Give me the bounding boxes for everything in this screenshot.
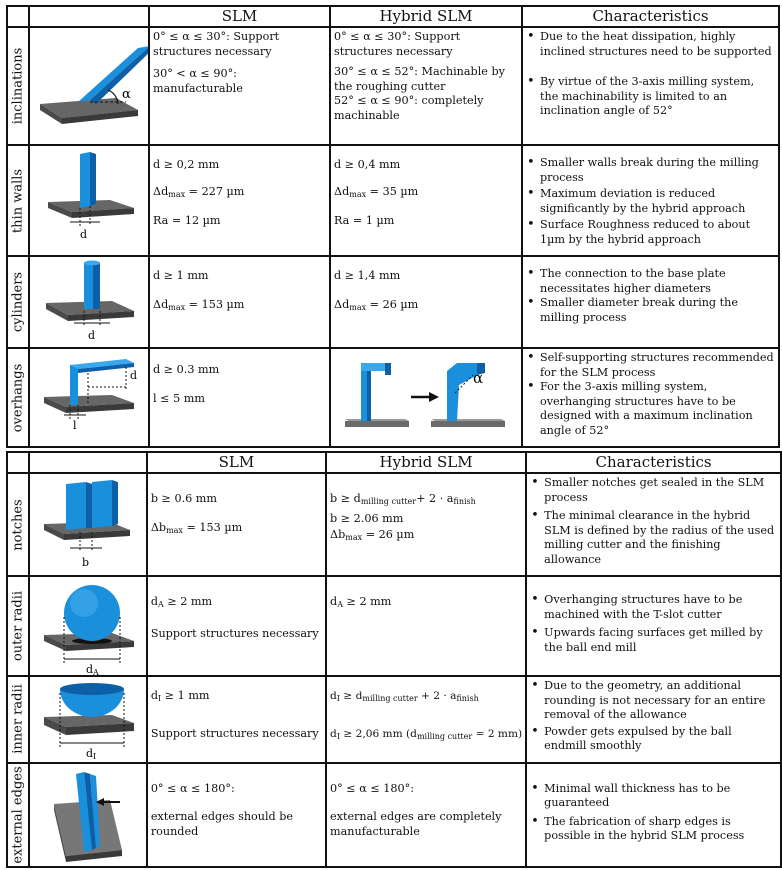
header-blank-1: [7, 6, 29, 27]
header-blank-2: [29, 452, 147, 473]
figure-inner-radii: [29, 676, 147, 763]
hybrid-outer-radii: $d_A \ge 2$ mm: [326, 576, 526, 676]
row-inner-radii: [7, 676, 781, 763]
row-label-external-edges: external edges: [7, 763, 29, 867]
hybrid-external-edges: 0° ≤ α ≤ 180°: external edges are completely manufacturable: [326, 763, 526, 867]
char-cylinders: • The connection to the base plate necessitates higher diameters • Smaller diameter break during the milling process: [522, 256, 779, 348]
d-label: d: [130, 369, 138, 382]
d-label: d: [88, 329, 96, 342]
figure-inclinations: [29, 27, 149, 145]
slm-external-edges: 0° ≤ α ≤ 180°: external edges should be rounded: [147, 763, 326, 867]
dI-label: dI: [85, 747, 96, 761]
figure-external-edges: [29, 763, 147, 867]
header-hybrid: Hybrid SLM: [326, 452, 526, 473]
row-label-notches: notches: [7, 473, 29, 576]
hybrid-notches: $b \ge d_{milling cutter}+ 2 \cdot a_{finish}$ b ≥ 2.06 mm $\Delta b_{max} = 26$ µm: [326, 473, 526, 576]
header-characteristics: Characteristics: [522, 6, 779, 27]
table-bottom: [6, 451, 782, 868]
figure-outer-radii: [29, 576, 147, 676]
row-notches: [7, 473, 781, 576]
header-blank-1: [7, 452, 29, 473]
char-overhangs: • Self-supporting structures recommended for the SLM process • For the 3-axis milling system, overhanging structures have to be designed with a maximum inclination angle of 52°: [522, 348, 779, 447]
header-slm: SLM: [147, 452, 326, 473]
char-inner-radii: • Due to the geometry, an additional rounding is not necessary for an entire removal of the allowance • Powder gets expulsed by the ball endmill smoothly: [526, 676, 781, 763]
row-label-thin-walls: thin walls: [7, 145, 29, 256]
slm-inclinations: 0° ≤ α ≤ 30°: Support structures necessary 30° < α ≤ 90°: manufacturable: [149, 27, 330, 145]
slm-overhangs: d ≥ 0.3 mm l ≤ 5 mm: [149, 348, 330, 447]
figure-notches: [29, 473, 147, 576]
slm-thin-walls: d ≥ 0,2 mm $\Delta d_{max} = 227$ µm Ra = 12 µm: [149, 145, 330, 256]
row-outer-radii: [7, 576, 781, 676]
char-external-edges: • Minimal wall thickness has to be guaranteed • The fabrication of sharp edges is possible in the hybrid SLM process: [526, 763, 781, 867]
alpha-label: α: [473, 369, 484, 387]
row-overhangs: [7, 348, 779, 447]
header-blank-2: [29, 6, 149, 27]
figure-thin-walls: [29, 145, 149, 256]
row-label-cylinders: cylinders: [7, 256, 29, 348]
table-top: [6, 5, 780, 448]
figure-overhangs: [29, 348, 149, 447]
row-label-inclinations: inclinations: [7, 27, 29, 145]
slm-inner-radii: $d_I \ge 1$ mm Support structures necessary: [147, 676, 326, 763]
slm-outer-radii: $d_A \ge 2$ mm Support structures necessary: [147, 576, 326, 676]
hybrid-inclinations: 0° ≤ α ≤ 30°: Support structures necessary 30° ≤ α ≤ 52°: Machinable by the roughing cutter 52° ≤ α ≤ 90°: completely machinable: [330, 27, 522, 145]
b-label: b: [81, 556, 89, 569]
row-label-overhangs: overhangs: [7, 348, 29, 447]
d-label: d: [80, 228, 88, 241]
char-notches: • Smaller notches get sealed in the SLM process • The minimal clearance in the hybrid SLM is defined by the radius of the used milling cutter and the finishing allowance: [526, 473, 781, 576]
hybrid-inner-radii: $d_I \ge d_{milling cutter} + 2 \cdot a_{finish}$ $d_I \ge 2,06$ mm ($d_{milling cutter} = 2$ mm): [326, 676, 526, 763]
row-label-outer-radii: outer radii: [7, 576, 29, 676]
header-characteristics: Characteristics: [526, 452, 781, 473]
char-outer-radii: • Overhanging structures have to be machined with the T-slot cutter • Upwards facing surfaces get milled by the ball end mill: [526, 576, 781, 676]
slm-cylinders: d ≥ 1 mm $\Delta d_{max} = 153$ µm: [149, 256, 330, 348]
l-label: l: [73, 419, 77, 432]
dA-label: dA: [85, 663, 99, 677]
row-inclinations: [7, 27, 779, 145]
row-cylinders: [7, 256, 779, 348]
figure-overhangs-hybrid: [330, 348, 522, 447]
header-slm: SLM: [149, 6, 330, 27]
row-thin-walls: [7, 145, 779, 256]
figure-cylinders: [29, 256, 149, 348]
char-inclinations: • Due to the heat dissipation, highly inclined structures need to be supported • By virtue of the 3-axis milling system, the machinability is limited to an inclination angle of 52°: [522, 27, 779, 145]
row-label-inner-radii: inner radii: [7, 676, 29, 763]
hybrid-thin-walls: d ≥ 0,4 mm $\Delta d_{max} = 35$ µm Ra = 1 µm: [330, 145, 522, 256]
char-thin-walls: • Smaller walls break during the milling process • Maximum deviation is reduced significantly by the hybrid approach • Surface Roughness reduced to about 1µm by the hybrid approach: [522, 145, 779, 256]
row-external-edges: [7, 763, 781, 867]
header-hybrid: Hybrid SLM: [330, 6, 522, 27]
slm-notches: b ≥ 0.6 mm $\Delta b_{max} = 153$ µm: [147, 473, 326, 576]
hybrid-cylinders: d ≥ 1,4 mm $\Delta d_{max} = 26$ µm: [330, 256, 522, 348]
alpha-label: α: [122, 87, 131, 102]
